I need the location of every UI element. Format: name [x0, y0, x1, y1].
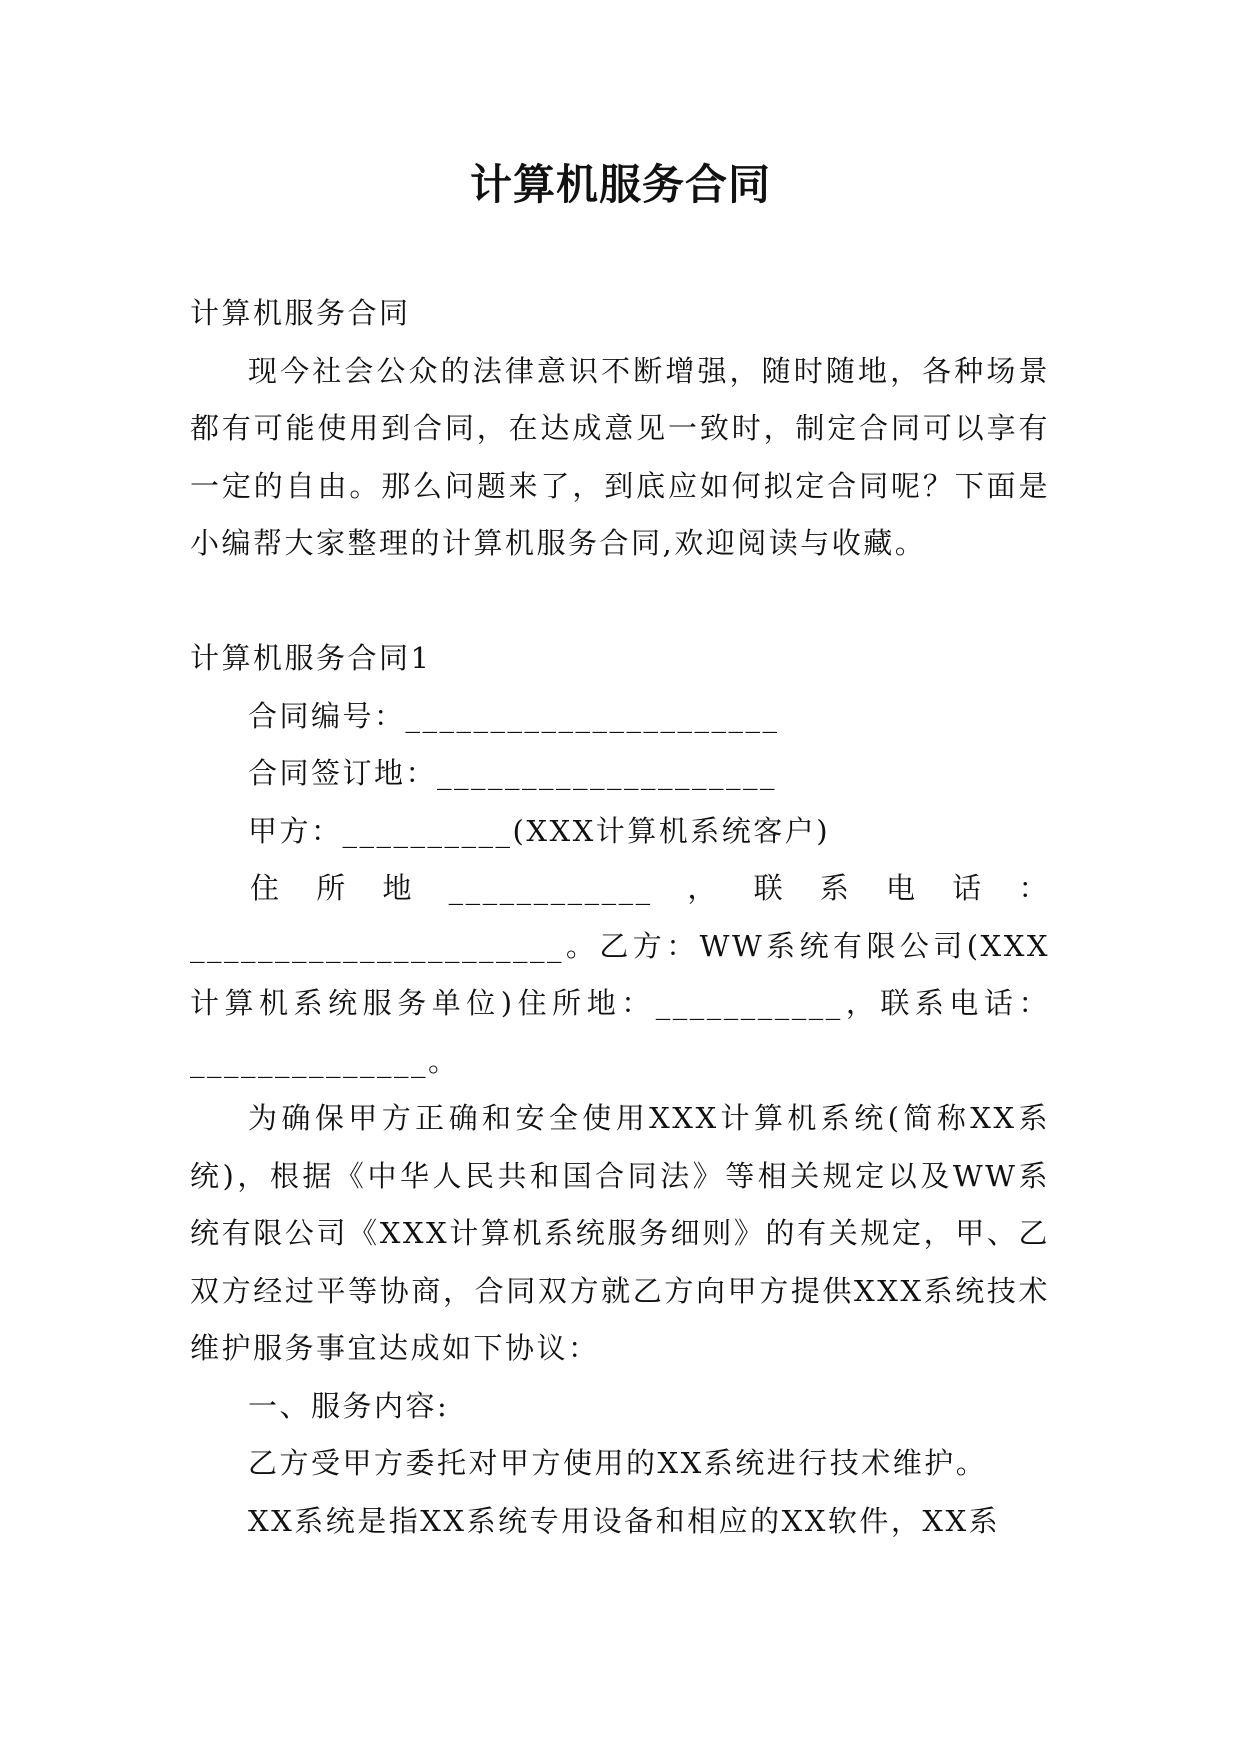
signing-place-field: 合同签订地：____________________ — [248, 756, 778, 790]
clause-1-definition: XX系统是指XX系统专用设备和相应的XX软件，XX系 — [248, 1503, 1001, 1538]
preamble-paragraph: 为确保甲方正确和安全使用XXX计算机系统(简称XX系统)，根据《中华人民共和国合同法》等相关规定以及WW系统有限公司《XXX计算机系统服务细则》的有关规定，甲、乙双方经过平等协商，合同双方就乙方向甲方提供XXX系统技术维护服务事宜达成如下协议： — [190, 1101, 1050, 1365]
clause-1-text: 乙方受甲方委托对甲方使用的XX系统进行技术维护。 — [248, 1446, 988, 1480]
party-a-field: 甲方：__________(XXX计算机系统客户) — [248, 813, 831, 848]
contract-number-field: 合同编号：______________________ — [248, 698, 780, 733]
intro-paragraph: 现今社会公众的法律意识不断增强，随时随地，各种场景都有可能使用到合同，在达成意见一致时，制定合同可以享有一定的自由。那么问题来了，到底应如何拟定合同呢？下面是小编帮大家整理的计算机服务合同,欢迎阅读与收藏。 — [190, 353, 1050, 560]
party-a-address-phone: 住所地____________，联系电话： — [250, 871, 1050, 905]
party-b-paragraph: ______________________。乙方：WW系统有限公司(XXX计算机系统服务单位)住所地：___________，联系电话：______________。 — [190, 928, 1050, 1078]
clause-1-heading: 一、服务内容: — [248, 1388, 450, 1423]
subtitle: 计算机服务合同 — [190, 296, 411, 330]
section-heading: 计算机服务合同1 — [190, 641, 432, 675]
document-body — [190, 285, 1050, 1550]
document-title: 计算机服务合同 — [469, 160, 771, 209]
